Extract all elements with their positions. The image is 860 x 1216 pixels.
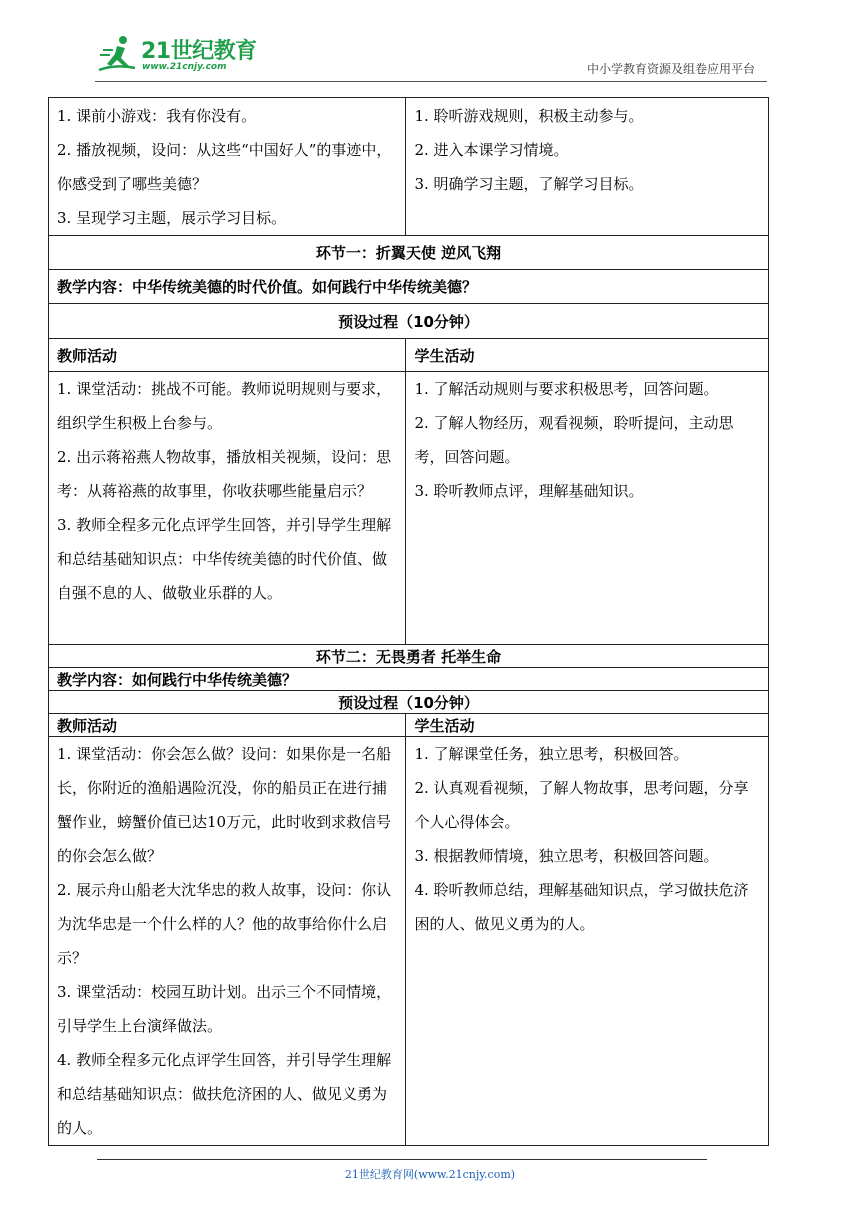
section1-header-row [49,339,769,372]
list-item: 1. 了解活动规则与要求积极思考，回答问题。 [414,380,719,398]
intro-student-cell [406,98,769,236]
section2-teacher-header: 教师活动 [49,714,406,737]
list-item: 3. 聆听教师点评，理解基础知识。 [414,482,644,500]
section2-content: 教学内容：如何践行中华传统美德？ [49,668,769,691]
list-item: 1. 了解课堂任务，独立思考，积极回答。 [414,745,689,763]
list-item: 1. 课堂活动：挑战不可能。教师说明规则与要求，组织学生积极上台参与。 [57,380,392,432]
section1-title: 环节一：折翼天使 逆风飞翔 [49,236,769,270]
section2-title: 环节二：无畏勇者 托举生命 [49,645,769,668]
list-item: 3. 明确学习主题，了解学习目标。 [414,175,644,193]
section1-process: 预设过程（10分钟） [49,304,769,339]
list-item: 1. 课前小游戏：我有你没有。 [57,107,257,125]
section2-content-row [49,668,769,691]
section1-teacher-cell [49,372,406,645]
section1-teacher-header: 教师活动 [49,339,406,372]
page-header [95,30,765,80]
section1-content-row [49,270,769,304]
section2-student-cell [406,737,769,1146]
section1-title-row [49,236,769,270]
header-divider [95,81,767,82]
section2-process: 预设过程（10分钟） [49,691,769,714]
list-item: 2. 了解人物经历，观看视频，聆听提问，主动思考，回答问题。 [414,414,734,466]
logo [95,34,265,76]
list-item: 1. 课堂活动：你会怎么做？设问：如果你是一名船长，你附近的渔船遇险沉没，你的船员正在进行捕蟹作业，螃蟹价值已达10万元，此时收到求救信号的你会怎么做？ [57,745,392,865]
list-item: 2. 播放视频，设问：从这些“中国好人”的事迹中，你感受到了哪些美德？ [57,141,392,193]
lesson-table [48,97,769,1146]
list-item: 1. 聆听游戏规则，积极主动参与。 [414,107,644,125]
platform-title: 中小学教育资源及组卷应用平台 [586,62,755,76]
section1-student-cell [406,372,769,645]
section1-content: 教学内容：中华传统美德的时代价值。如何践行中华传统美德？ [49,270,769,304]
list-item: 4. 聆听教师总结，理解基础知识点，学习做扶危济困的人、做见义勇为的人。 [414,881,749,933]
list-item: 3. 呈现学习主题，展示学习目标。 [57,209,287,227]
section1-activity-row [49,372,769,645]
section2-student-header: 学生活动 [406,714,769,737]
logo-text: 21世纪教育 [141,39,257,64]
section1-process-row [49,304,769,339]
section2-title-row [49,645,769,668]
logo-url: www.21cnjy.com [142,62,227,72]
intro-row [49,98,769,236]
section2-teacher-cell [49,737,406,1146]
list-item: 2. 认真观看视频，了解人物故事，思考问题，分享个人心得体会。 [414,779,749,831]
list-item: 2. 展示舟山船老大沈华忠的救人故事，设问：你认为沈华忠是一个什么样的人？他的故事给你什么启示？ [57,881,392,967]
list-item: 4. 教师全程多元化点评学生回答，并引导学生理解和总结基础知识点：做扶危济困的人、做见义勇为的人。 [57,1051,392,1137]
intro-teacher-cell [49,98,406,236]
list-item: 3. 课堂活动：校园互助计划。出示三个不同情境，引导学生上台演绎做法。 [57,983,392,1035]
runner-logo-icon [95,34,139,74]
list-item: 3. 教师全程多元化点评学生回答，并引导学生理解和总结基础知识点：中华传统美德的时代价值、做自强不息的人、做敬业乐群的人。 [57,516,392,602]
section2-process-row [49,691,769,714]
section1-student-header: 学生活动 [406,339,769,372]
section2-header-row [49,714,769,737]
footer-text: 21世纪教育网(www.21cnjy.com) [344,1168,516,1181]
list-item: 3. 根据教师情境，独立思考，积极回答问题。 [414,847,719,865]
list-item: 2. 出示蒋裕燕人物故事，播放相关视频，设问：思考：从蒋裕燕的故事里，你收获哪些能量启示？ [57,448,392,500]
section2-activity-row [49,737,769,1146]
footer-divider [97,1159,707,1160]
list-item: 2. 进入本课学习情境。 [414,141,569,159]
